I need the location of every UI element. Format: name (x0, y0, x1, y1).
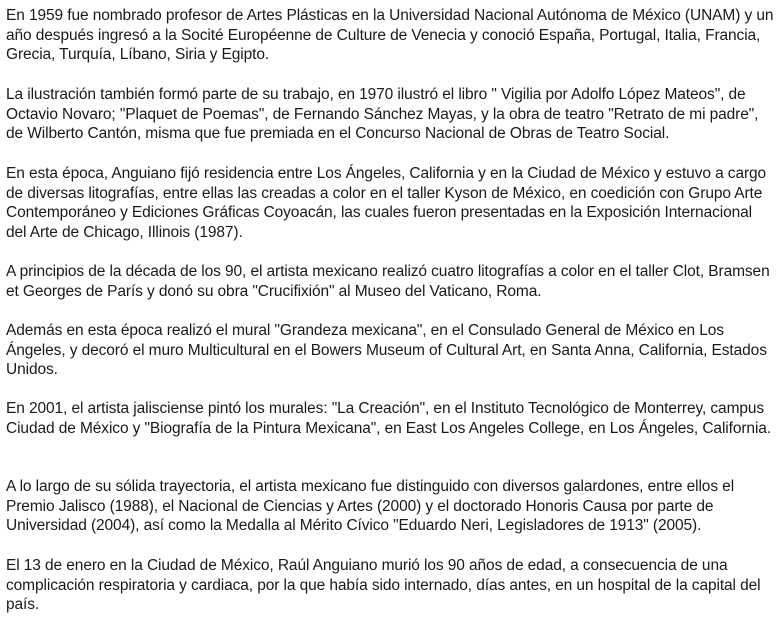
paragraph-decada-90: A principios de la década de los 90, el artista mexicano realizó cuatro litografías a color en el taller Clot, Bramsen et Georges de París y donó su obra "Crucifixión" al Museo del Vaticano, Roma. (6, 263, 770, 300)
paragraph-mural-grandeza: Además en esta época realizó el mural "Grandeza mexicana", en el Consulado General de México en Los Ángeles, y decoró el muro Multicultural en el Bowers Museum of Cultural Art, en Santa Anna, California, Estados Unidos. (6, 322, 767, 378)
paragraph-murales-2001: En 2001, el artista jalisciense pintó los murales: "La Creación", en el Instituto Tecnológico de Monterrey, campus Ciudad de México y "Biografía de la Pintura Mexicana", en East Los Angeles College, en Los Ángeles, California. (6, 400, 772, 437)
paragraph-1959-unam: En 1959 fue nombrado profesor de Artes Plásticas en la Universidad Nacional Autónoma de México (UNAM) y un año después ingresó a la Socité Européenne de Culture de Venecia y conoció España, Portugal, Italia, Francia, Grecia, Turquía, Líbano, Siria y Egipto. (6, 7, 774, 63)
paragraph-ilustracion: La ilustración también formó parte de su trabajo, en 1970 ilustró el libro " Vigilia por Adolfo López Mateos", de Octavio Novaro; "Plaquet de Poemas", de Fernando Sánchez Mayas, y la obra de teatro "Retrato de mi padre", de Wilberto Cantón, misma que fue premiada en el Concurso Nacional de Obras de Teatro Social. (6, 86, 759, 142)
paragraph-litografias-kyson: En esta época, Anguiano fijó residencia entre Los Ángeles, California y en la Ciudad de México y estuvo a cargo de diversas litografías, entre ellas las creadas a color en el taller Kyson de México, en coedición con Grupo Arte Contemporáneo y Ediciones Gráficas Coyoacán, las cuales fueron presentadas en la Exposición Internacional del Arte de Chicago, Illinois (1987). (6, 165, 767, 241)
paragraph-fallecimiento: El 13 de enero en la Ciudad de México, Raúl Anguiano murió los 90 años de edad, a consecuencia de una complicación respiratoria y cardiaca, por la que había sido internado, días antes, en un hospital de la capital del país. (6, 557, 761, 613)
paragraph-galardones: A lo largo de su sólida trayectoria, el artista mexicano fue distinguido con diversos galardones, entre ellos el Premio Jalisco (1988), el Nacional de Ciencias y Artes (2000) y el doctorado Honoris Causa por parte de Universidad (2004), así como la Medalla al Mérito Cívico "Eduardo Neri, Legisladores de 1913" (2005). (6, 478, 735, 534)
